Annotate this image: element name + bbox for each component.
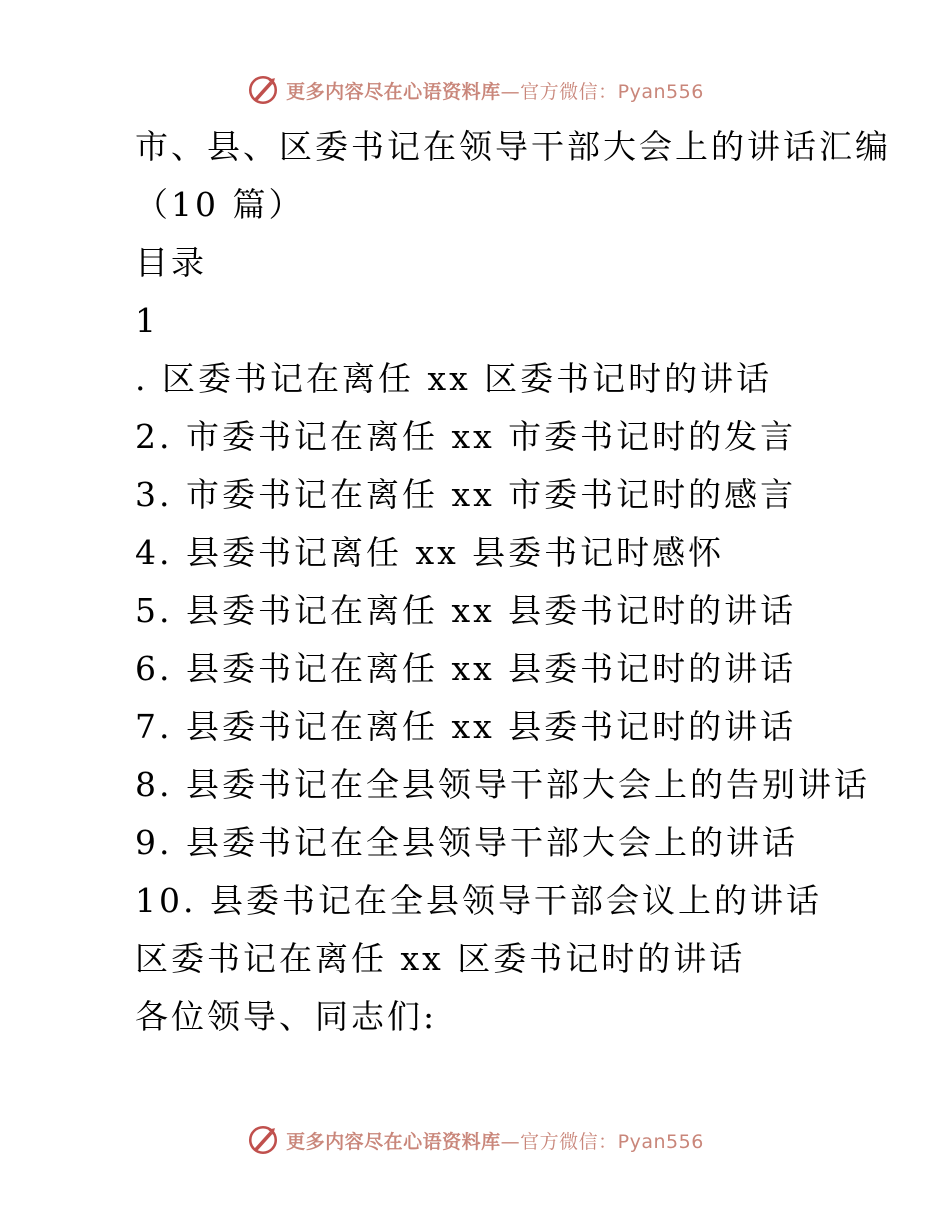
toc-heading: 目录 [135, 243, 207, 282]
toc-item-1: . 区委书记在离任 xx 区委书记时的讲话 [135, 359, 773, 398]
toc-item-5: 5. 县委书记在离任 xx 县委书记时的讲话 [135, 591, 797, 630]
toc-item-8: 8. 县委书记在全县领导干部大会上的告别讲话 [135, 765, 870, 804]
quill-pen-logo-icon [246, 1123, 280, 1157]
toc-item-6: 6. 县委书记在离任 xx 县委书记时的讲话 [135, 649, 797, 688]
toc-item-2: 2. 市委书记在离任 xx 市委书记时的发言 [135, 417, 797, 456]
toc-item-4: 4. 县委书记离任 xx 县委书记时感怀 [135, 533, 725, 572]
toc-item-3: 3. 市委书记在离任 xx 市委书记时的感言 [135, 475, 797, 514]
document-title-line-1: 市、县、区委书记在领导干部大会上的讲话汇编 [135, 127, 891, 166]
toc-item-10: 10. 县委书记在全县领导干部会议上的讲话 [135, 881, 822, 920]
header-watermark [0, 70, 950, 110]
document-title-line-2: （10 篇） [135, 185, 305, 224]
document-body [135, 118, 915, 1046]
toc-item-7: 7. 县委书记在离任 xx 县委书记时的讲话 [135, 707, 797, 746]
footer-watermark [0, 1120, 950, 1160]
watermark-text: 更多内容尽在心语资料库—官方微信：Pyan556 [286, 80, 704, 103]
quill-pen-logo-icon [246, 73, 280, 107]
greeting: 各位领导、同志们: [135, 997, 438, 1036]
toc-item-9: 9. 县委书记在全县领导干部大会上的讲话 [135, 823, 798, 862]
section-title: 区委书记在离任 xx 区委书记时的讲话 [135, 939, 746, 978]
toc-number: 1 [135, 301, 159, 340]
watermark-text: 更多内容尽在心语资料库—官方微信：Pyan556 [286, 1130, 704, 1153]
